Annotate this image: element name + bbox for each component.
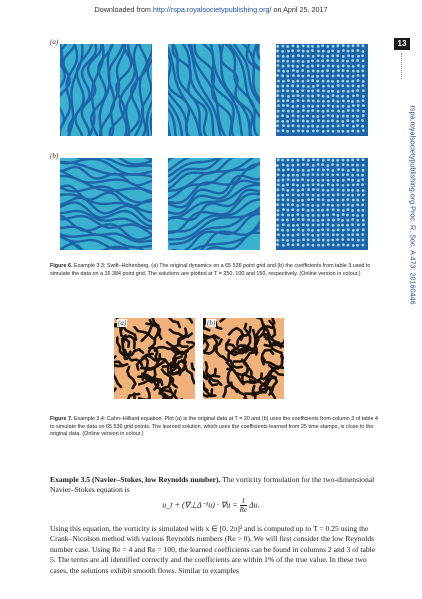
equation-frac-bottom: Re [239, 506, 248, 514]
equation-fraction [240, 497, 247, 514]
navier-stokes-equation [0, 497, 422, 514]
equation-lhs: u_t + (∇⊥Δ⁻¹u) · ∇u = [162, 500, 238, 510]
fig6-caption-text: Example 3.3: Swift–Hohenberg. (a) The original dynamics on a 65 536 point grid and (b) the coefficients from table 3 used to simulate the data on a 16 384 point grid. The solutions are plotted at T = 250, 100 and 150, respectively. (Online version in colour.) [50, 263, 371, 277]
fig6-caption-lead: Figure 6. [50, 263, 73, 269]
fig6-a-panel-2 [168, 44, 260, 136]
example-paragraph: Using this equation, the vorticity is simulated with x ∈ [0, 2π]² and is computed up to T = 0.25 using the Crank–Nicolson method with various Reynolds numbers (Re > 0). We will first consider the low Reynolds number case. Using Re = 4 and Re = 100, the learned coefficients can be found in columns 2 and 3 of table 5. The terms are all identified correctly and the coefficients are within 1% of the true value. In these two cases, the solutions exhibit smooth flows. Similar to examples [50, 524, 376, 575]
fig6-caption [50, 263, 380, 278]
example-intro-text: The vorticity formulation for the two-dimensional Navier–Stokes equation is [50, 475, 375, 495]
fig6-a-panel-1 [60, 44, 152, 136]
fig6-b-panel-2 [168, 158, 260, 250]
fig6-a-panel-3 [276, 44, 368, 136]
fig6-label-a: (a) [50, 38, 59, 46]
equation-frac-top: 1 [241, 497, 246, 505]
fig6-label-b: (b) [50, 152, 59, 160]
fig6-b-panel-3 [276, 158, 368, 250]
example-heading: Example 3.5 (Navier–Stokes, low Reynolds number). [50, 475, 221, 484]
side-journal-text: rspa.royalsocietypublishing.org Proc. R. Soc. A 473: 20160446 [408, 105, 418, 305]
download-suffix: on April 25, 2017 [271, 5, 328, 14]
fig7-panel-a [114, 318, 195, 399]
journal-link[interactable]: http://rspa.royalsocietypublishing.org/ [152, 5, 272, 14]
download-notice [0, 5, 422, 14]
example-intro [50, 475, 380, 496]
side-journal-strip [406, 105, 418, 305]
page-number: 13 [394, 38, 410, 50]
fig7-label-b: (b) [207, 319, 216, 327]
fig6-b-panel-1 [60, 158, 152, 250]
fig7-label-a: (a) [118, 319, 127, 327]
fig7-caption-text: Example 3.4: Cahn–Hilliard equation. Plot (a) is the original data at T = 20 and (b) uses the coefficients from column 3 of table 4 to simulate the data on 65 536 grid points. The learned solution, which uses the coefficients learned from 25 time stamps, is close to the original data. (Online version in colour.) [50, 416, 378, 438]
fig7-caption-lead: Figure 7. [50, 416, 73, 422]
dotted-rule [401, 53, 403, 79]
equation-rhs: Δu. [249, 500, 260, 510]
fig7-panel-b [203, 318, 284, 399]
download-prefix: Downloaded from [94, 5, 153, 14]
fig7-caption [50, 416, 380, 439]
